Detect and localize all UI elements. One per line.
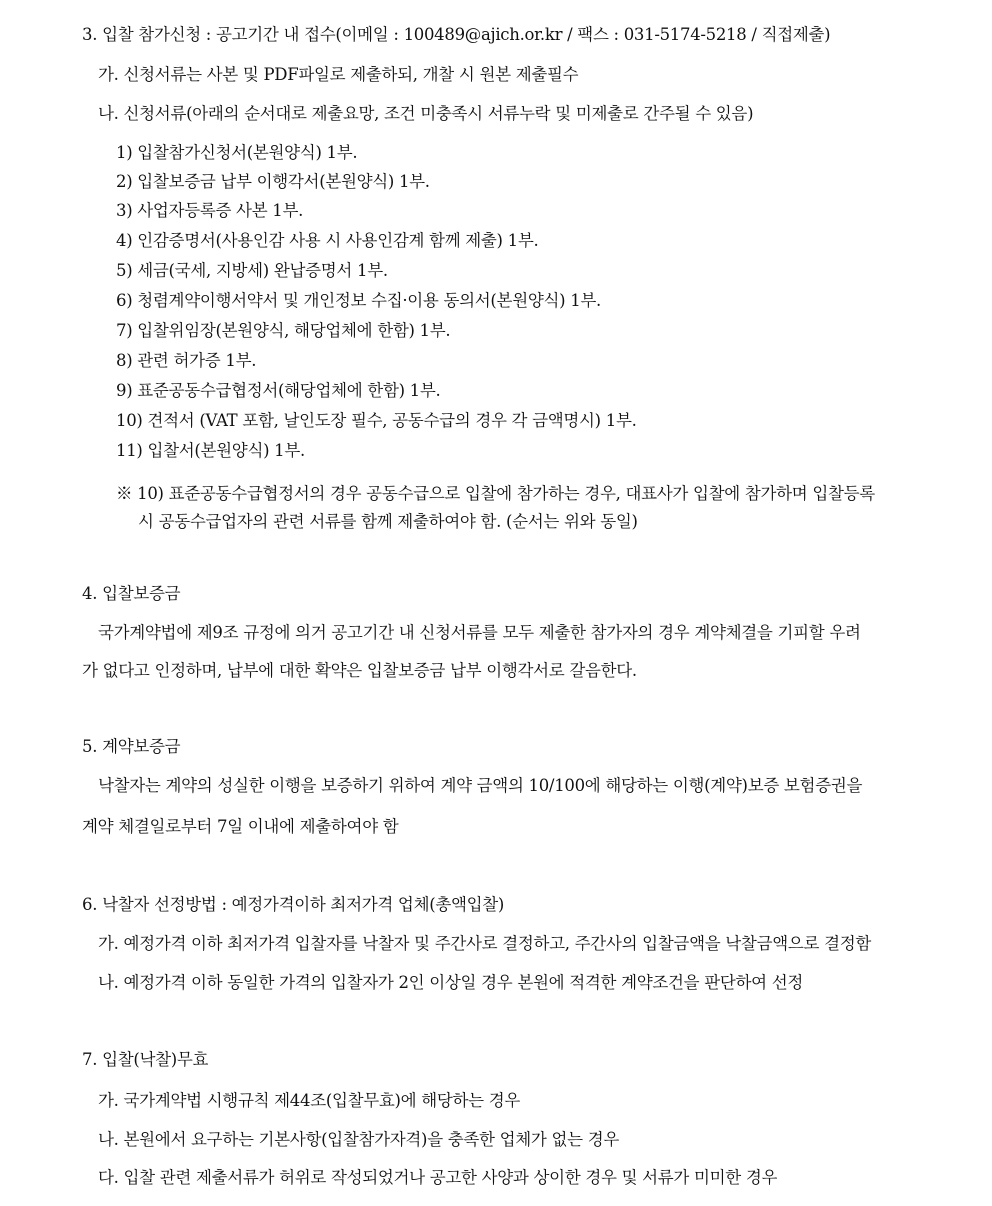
section-3-item-ga: 가. 신청서류는 사본 및 PDF파일로 제출하되, 개찰 시 원본 제출필수 (98, 65, 579, 84)
doc-list-item: 9) 표준공동수급협정서(해당업체에 한함) 1부. (116, 381, 441, 400)
doc-list-item: 2) 입찰보증금 납부 이행각서(본원양식) 1부. (116, 172, 430, 191)
section-7-item-na: 나. 본원에서 요구하는 기본사항(입찰참가자격)을 충족한 업체가 없는 경우 (98, 1130, 620, 1149)
section-6-heading: 6. 낙찰자 선정방법 : 예정가격이하 최저가격 업체(총액입찰) (82, 895, 505, 914)
section-4-heading: 4. 입찰보증금 (82, 584, 181, 603)
section-6-item-ga: 가. 예정가격 이하 최저가격 입찰자를 낙찰자 및 주간사로 결정하고, 주간사의 입찰금액을 낙찰금액으로 결정함 (98, 934, 871, 953)
section-7-item-ga: 가. 국가계약법 시행규칙 제44조(입찰무효)에 해당하는 경우 (98, 1091, 521, 1110)
section-5-body-continuation: 계약 체결일로부터 7일 이내에 제출하여야 함 (82, 817, 399, 836)
section-5-body: 낙찰자는 계약의 성실한 이행을 보증하기 위하여 계약 금액의 10/100에 해당하는 이행(계약)보증 보험증권을 (98, 776, 863, 795)
doc-list-item: 4) 인감증명서(사용인감 사용 시 사용인감계 함께 제출) 1부. (116, 231, 539, 250)
section-6-item-na: 나. 예정가격 이하 동일한 가격의 입찰자가 2인 이상일 경우 본원에 적격한 계약조건을 판단하여 선정 (98, 973, 803, 992)
section-3-heading: 3. 입찰 참가신청 : 공고기간 내 접수(이메일 : 100489@ajich.or.kr / 팩스 : 031-5174-5218 / 직접제출) (82, 25, 831, 44)
doc-list-item: 5) 세금(국세, 지방세) 완납증명서 1부. (116, 261, 388, 280)
section-4-body-continuation: 가 없다고 인정하며, 납부에 대한 확약은 입찰보증금 납부 이행각서로 갈음한다. (82, 661, 637, 680)
doc-list-item: 11) 입찰서(본원양식) 1부. (116, 441, 305, 460)
doc-list-item: 6) 청렴계약이행서약서 및 개인정보 수집·이용 동의서(본원양식) 1부. (116, 291, 601, 310)
section-3-note-continuation: 시 공동수급업자의 관련 서류를 함께 제출하여야 함. (순서는 위와 동일) (138, 512, 638, 531)
doc-list-item: 7) 입찰위임장(본원양식, 해당업체에 한함) 1부. (116, 321, 451, 340)
doc-list-item: 1) 입찰참가신청서(본원양식) 1부. (116, 143, 358, 162)
section-4-body: 국가계약법에 제9조 규정에 의거 공고기간 내 신청서류를 모두 제출한 참가자의 경우 계약체결을 기피할 우려 (98, 623, 861, 642)
doc-list-item: 3) 사업자등록증 사본 1부. (116, 201, 304, 220)
section-5-heading: 5. 계약보증금 (82, 737, 181, 756)
section-3-note: ※ 10) 표준공동수급협정서의 경우 공동수급으로 입찰에 참가하는 경우, 대표사가 입찰에 참가하며 입찰등록 (116, 484, 875, 503)
doc-list-item: 10) 견적서 (VAT 포함, 날인도장 필수, 공동수급의 경우 각 금액명시) 1부. (116, 411, 637, 430)
section-7-item-da: 다. 입찰 관련 제출서류가 허위로 작성되었거나 공고한 사양과 상이한 경우 및 서류가 미미한 경우 (98, 1168, 778, 1187)
section-7-heading: 7. 입찰(낙찰)무효 (82, 1050, 209, 1069)
section-3-item-na: 나. 신청서류(아래의 순서대로 제출요망, 조건 미충족시 서류누락 및 미제출로 간주될 수 있음) (98, 104, 754, 123)
doc-list-item: 8) 관련 허가증 1부. (116, 351, 257, 370)
